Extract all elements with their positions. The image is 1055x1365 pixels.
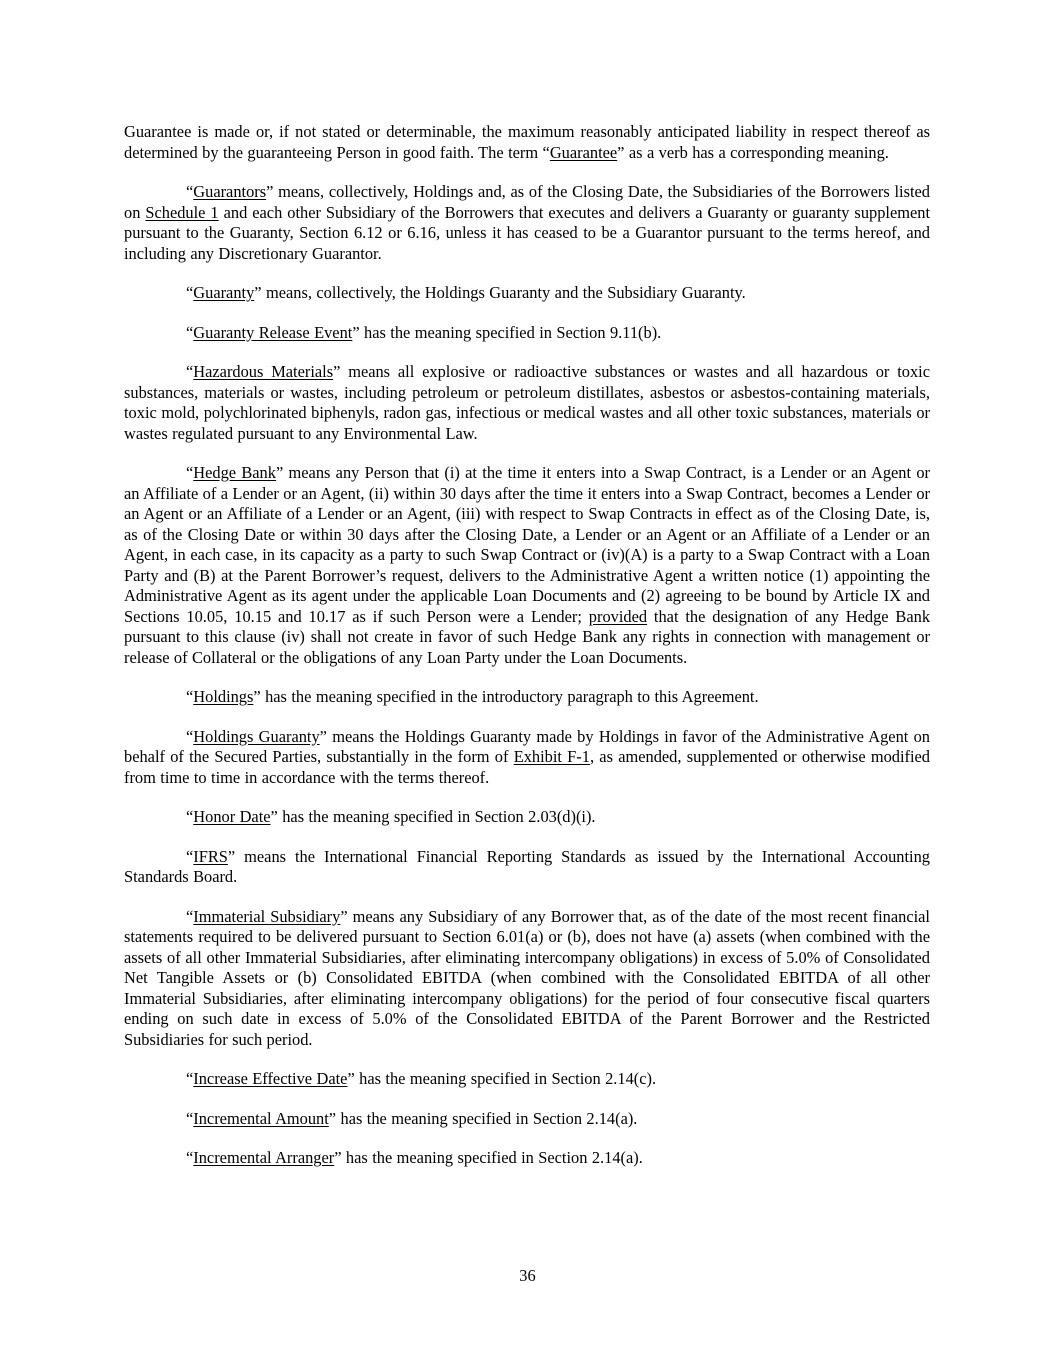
text-run: ” has the meaning specified in Section 2.03(d)(i). [270,807,596,826]
text-run: ” has the meaning specified in Section 9.11(b). [352,322,662,342]
text-run: “ [186,846,194,866]
defined-term: Immaterial Subsidiary [193,906,341,926]
defined-term: Holdings [193,687,254,706]
text-run: Guarantee is made or, if not stated or determinable, the maximum reasonably anticipated liability in respect thereof as determined by the guaranteeing Person in good faith. The term “ [124,122,930,162]
defined-term: Schedule 1 [145,202,219,222]
paragraph [124,1069,930,1090]
paragraph [124,727,930,789]
text-run: ” has the meaning specified in Section 2.14(a). [334,1148,643,1167]
text-run: “ [186,283,194,302]
defined-term: IFRS [193,846,228,866]
paragraph [124,362,930,444]
text-run: ” means, collectively, the Holdings Guaranty and the Subsidiary Guaranty. [254,283,746,302]
text-run: “ [186,1069,194,1088]
paragraph [124,807,930,828]
defined-term: provided [588,606,648,626]
text-run: ” means any Subsidiary of any Borrower that, as of the date of the most recent financial statements required to be delivered pursuant to Section 6.01(a) or (b), does not have (a) assets (when combined with the assets of all other Immaterial Subsidiaries, after eliminating intercompany obligations) in excess of 5.0% of Consolidated Net Tangible Assets or (b) Consolidated EBITDA (when combined with the Consolidated EBITDA of all other Immaterial Subsidiaries, after eliminating intercompany obligations) for the period of four consecutive fiscal quarters ending on such date in excess of 5.0% of the Consolidated EBITDA of the Parent Borrower and the Restricted Subsidiaries for such period. [124,906,930,1049]
paragraph [124,1109,930,1130]
defined-term: Hazardous Materials [193,362,334,381]
text-run: ” means the Holdings Guaranty made by Holdings in favor of the Administrative Agent on behalf of the Secured Parties, substantially in the form of [124,726,931,766]
text-run: ” means any Person that (i) at the time it enters into a Swap Contract, is a Lender or an Agent or an Affiliate of a Lender or an Agent, (ii) within 30 days after the time it enters into a Swap Contract, becomes a Lender or an Agent or an Affiliate of a Lender or an Agent, (iii) with respect to Swap Contracts in effect as of the Closing Date, is, as of the Closing Date or within 30 days after the Closing Date, a Lender or an Agent or an Affiliate of a Lender or an Agent, in each case, in its capacity as a party to such Swap Contract or (iv)(A) is a party to a Swap Contract with a Loan Party and (B) at the Parent Borrower’s request, delivers to the Administrative Agent a written notice (1) appointing the Administrative Agent as its agent under the applicable Loan Documents and (2) agreeing to be bound by Article IX and Sections 10.05, 10.15 and 10.17 as if such Person were a Lender; [124,463,930,626]
text-run: “ [186,362,194,381]
paragraph [124,847,930,888]
defined-term: Increase Effective Date [193,1069,348,1088]
text-run: , as amended, supplemented or otherwise modified from time to time in accordance with the terms thereof. [124,747,931,787]
text-run: ” means the International Financial Reporting Standards as issued by the International Accounting Standards Board. [124,846,930,886]
paragraph [124,182,930,264]
text-run: that the designation of any Hedge Bank pursuant to this clause (iv) shall not create in favor of such Hedge Bank any rights in connection with management or release of Collateral or the obligations of any Loan Party under the Loan Documents. [124,606,931,667]
document-text [124,122,930,1188]
text-run: and each other Subsidiary of the Borrowers that executes and delivers a Guaranty or guaranty supplement pursuant to the Guaranty, Section 6.12 or 6.16, unless it has ceased to be a Guarantor pursuant to the terms hereof, and including any Discretionary Guarantor. [124,202,931,263]
text-run: “ [186,1148,194,1167]
text-run: “ [186,687,194,706]
paragraph [124,687,930,708]
defined-term: Guaranty [193,283,255,302]
paragraph [124,323,930,344]
text-run: “ [186,463,194,482]
text-run: “ [186,1108,194,1128]
defined-term: Guarantee [549,142,618,162]
text-run: “ [186,726,194,746]
text-run: ” has the meaning specified in the introductory paragraph to this Agreement. [253,687,759,706]
defined-term: Hedge Bank [193,463,276,482]
text-run: “ [186,322,194,342]
defined-term: Incremental Amount [193,1108,329,1128]
text-run: ” has the meaning specified in Section 2.14(a). [328,1108,638,1128]
text-run: ” as a verb has a corresponding meaning. [617,142,889,162]
defined-term: Incremental Arranger [193,1148,335,1167]
defined-term: Exhibit F-1 [513,747,590,766]
defined-term: Holdings Guaranty [193,726,320,746]
paragraph [124,463,930,668]
paragraph [124,283,930,304]
text-run: ” has the meaning specified in Section 2.14(c). [347,1069,657,1088]
paragraph [124,907,930,1051]
text-run: “ [186,906,194,926]
text-run: “ [186,182,194,201]
defined-term: Guaranty Release Event [193,322,353,342]
defined-term: Honor Date [193,807,271,826]
text-run: “ [186,807,194,826]
paragraph [124,122,930,163]
page-number: 36 [519,1266,536,1285]
paragraph [124,1148,930,1169]
text-run: ” means all explosive or radioactive substances or wastes and all hazardous or toxic substances, materials or wastes, including petroleum or petroleum distillates, asbestos or asbestos-containing materials, toxic mold, polychlorinated biphenyls, radon gas, infectious or medical wastes and all other toxic substances, materials or wastes regulated pursuant to any Environmental Law. [124,362,930,443]
defined-term: Guarantors [193,182,267,201]
text-run: ” means, collectively, Holdings and, as of the Closing Date, the Subsidiaries of the Borrowers listed on [124,182,930,222]
